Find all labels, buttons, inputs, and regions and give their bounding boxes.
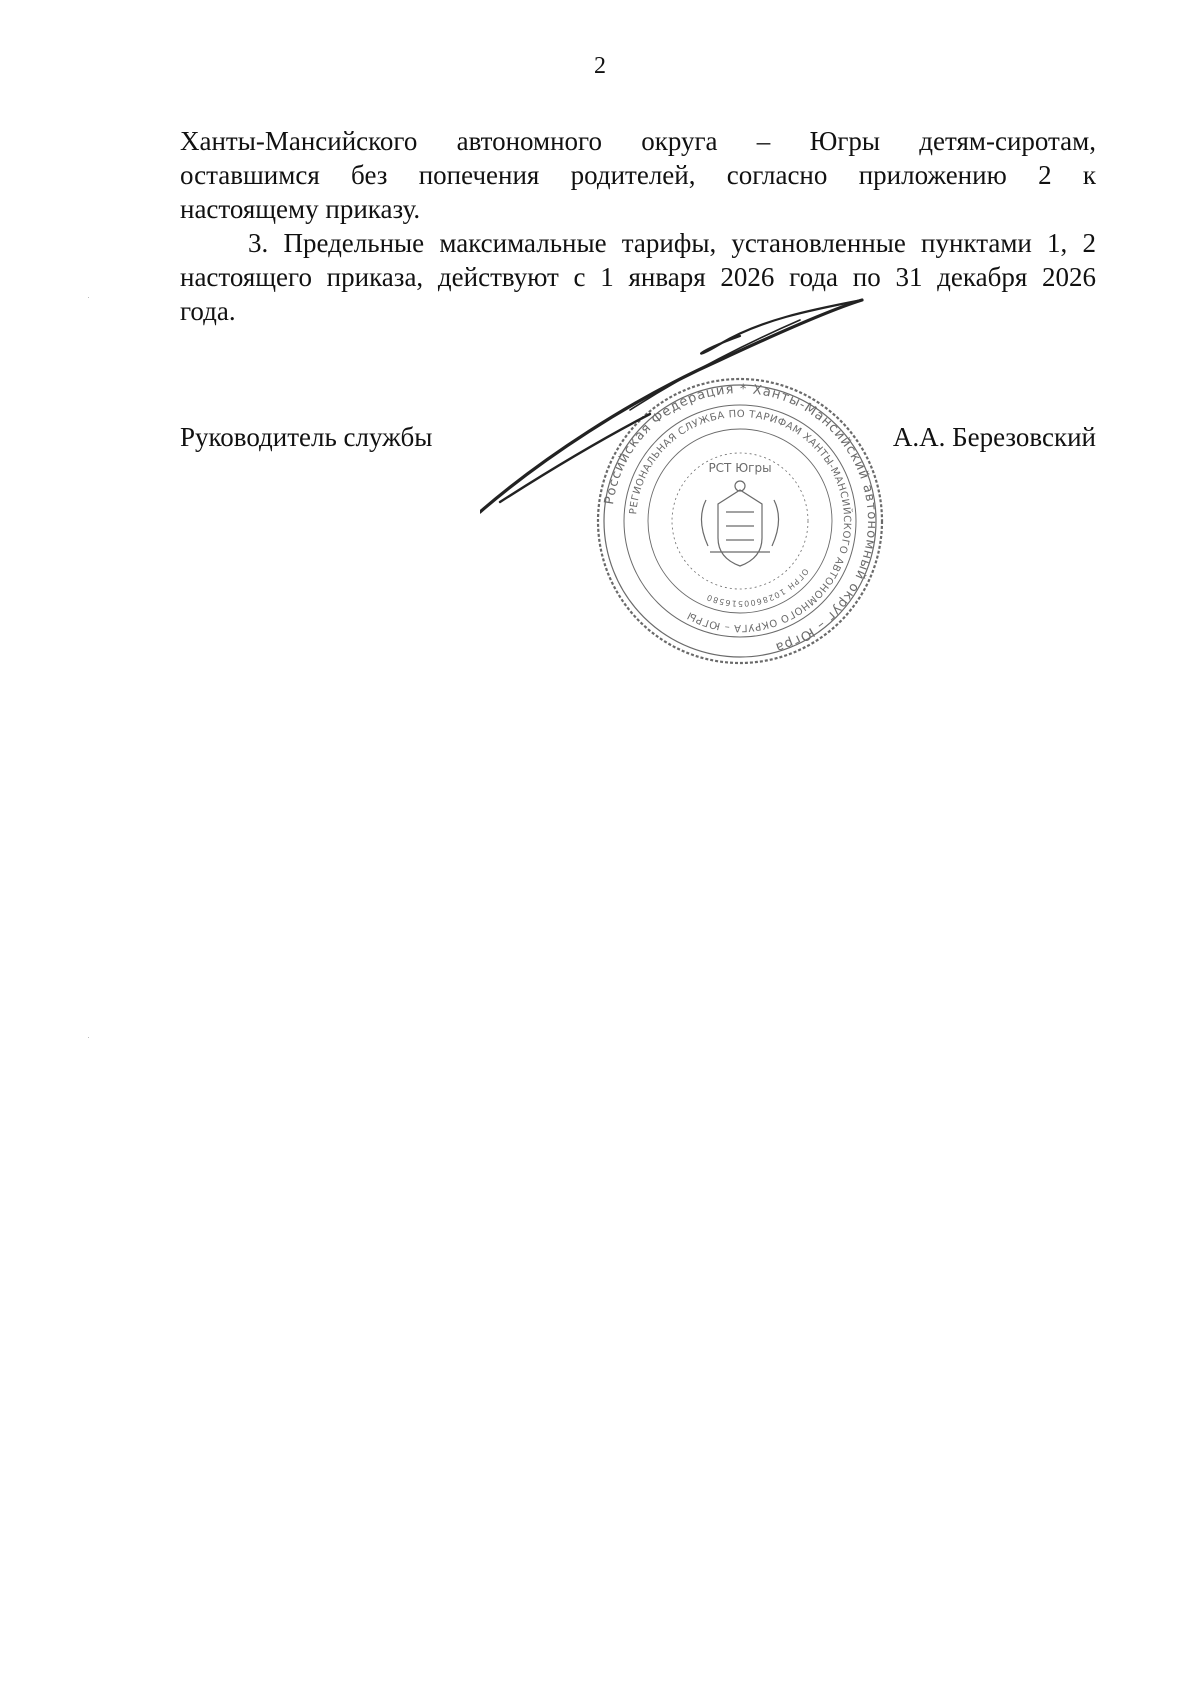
paragraph-1-line-2: оставшимся без попечения родителей, согласно приложению 2 к [180,160,1096,190]
seal-and-signature [480,290,940,690]
seal-bottom-text: ОГРН 1028600516580 [704,566,811,609]
paragraph-2-line-3: года. [180,296,236,326]
signature-block [180,420,1096,456]
seal-inner-text: РСТ Югры [708,461,772,475]
svg-text:ОГРН 1028600516580 [705,567,810,608]
paragraph-2-line-1: 3. Предельные максимальные тарифы, установленные пунктами 1, 2 [248,228,1096,258]
paragraph-1 [180,124,1096,226]
paragraph-2-line-2: настоящего приказа, действуют с 1 января 2026 года по 31 декабря 2026 [180,262,1096,292]
coat-of-arms-icon [701,481,778,566]
paragraph-1-line-3: настоящему приказу. [180,194,421,224]
seal-outer-text: Российская Федерация * Ханты-Мансийский автономный округ – Югра [602,381,880,655]
signature-title: Руководитель службы [180,422,433,452]
handwritten-signature [480,300,862,512]
paragraph-1-line-1: Ханты-Мансийского автономного округа – Югры детям-сиротам, [180,126,1096,156]
scan-speck [88,1037,89,1038]
signature-name: А.А. Березовский [892,422,1096,452]
page-number: 2 [594,53,606,79]
paragraph-2 [180,226,1096,328]
scan-speck [88,297,89,298]
seal-middle-text: РЕГИОНАЛЬНАЯ СЛУЖБА ПО ТАРИФАМ ХАНТЫ-МАНСИЙСКОГО АВТОНОМНОГО ОКРУГА – ЮГРЫ [628,408,853,634]
